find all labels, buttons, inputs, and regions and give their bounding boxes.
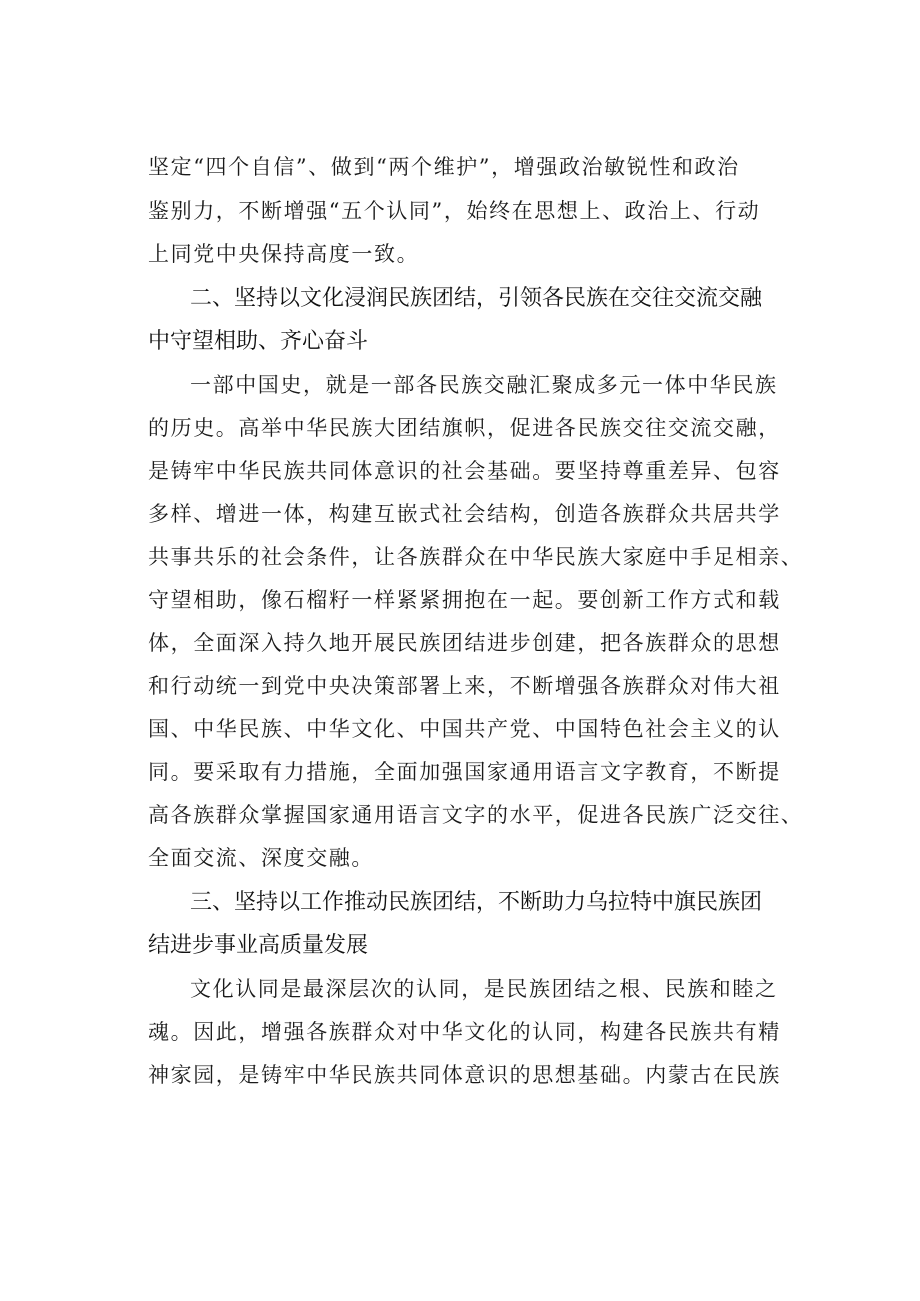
section-heading-3: 三、坚持以工作推动民族团结，不断助力乌拉特中旗民族团 [190,890,763,915]
paragraph-line: 体，全面深入持久地开展民族团结进步创建，把各族群众的思想 [148,631,781,655]
paragraph-line: 的历史。高举中华民族大团结旗帜，促进各民族交往交流交融， [148,416,781,440]
paragraph-line: 高各族群众掌握国家通用语言文字的水平，促进各民族广泛交往、 [148,803,804,827]
paragraph-line: 共事共乐的社会条件，让各族群众在中华民族大家庭中手足相亲、 [148,545,804,569]
paragraph-line: 是铸牢中华民族共同体意识的社会基础。要坚持尊重差异、包容 [148,459,781,483]
paragraph-line: 魂。因此，增强各族群众对中华文化的认同，构建各民族共有精 [148,1020,781,1044]
section-heading-2: 二、坚持以文化浸润民族团结，引领各民族在交往交流交融 [190,286,763,311]
paragraph-line: 全面交流、深度交融。 [148,846,374,870]
paragraph-line: 神家园，是铸牢中华民族共同体意识的思想基础。内蒙古在民族 [148,1063,781,1087]
paragraph-line: 一部中国史，就是一部各民族交融汇聚成多元一体中华民族 [190,373,778,397]
paragraph-line: 文化认同是最深层次的认同，是民族团结之根、民族和睦之 [190,977,778,1001]
paragraph-line: 上同党中央保持高度一致。 [148,242,420,266]
paragraph-line: 坚定“四个自信”、做到“两个维护”，增强政治敏锐性和政治 [148,155,740,179]
paragraph-line: 守望相助，像石榴籽一样紧紧拥抱在一起。要创新工作方式和载 [148,588,781,612]
paragraph-line: 和行动统一到党中央决策部署上来，不断增强各族群众对伟大祖 [148,674,781,698]
section-heading-3-cont: 结进步事业高质量发展 [148,933,369,958]
paragraph-line: 同。要采取有力措施，全面加强国家通用语言文字教育，不断提 [148,760,781,784]
paragraph-line: 多样、增进一体，构建互嵌式社会结构，创造各族群众共居共学 [148,502,781,526]
section-heading-2-cont: 中守望相助、齐心奋斗 [148,329,369,354]
paragraph-line: 国、中华民族、中华文化、中国共产党、中国特色社会主义的认 [148,717,781,741]
paragraph-line: 鉴别力，不断增强“五个认同”，始终在思想上、政治上、行动 [148,199,761,223]
